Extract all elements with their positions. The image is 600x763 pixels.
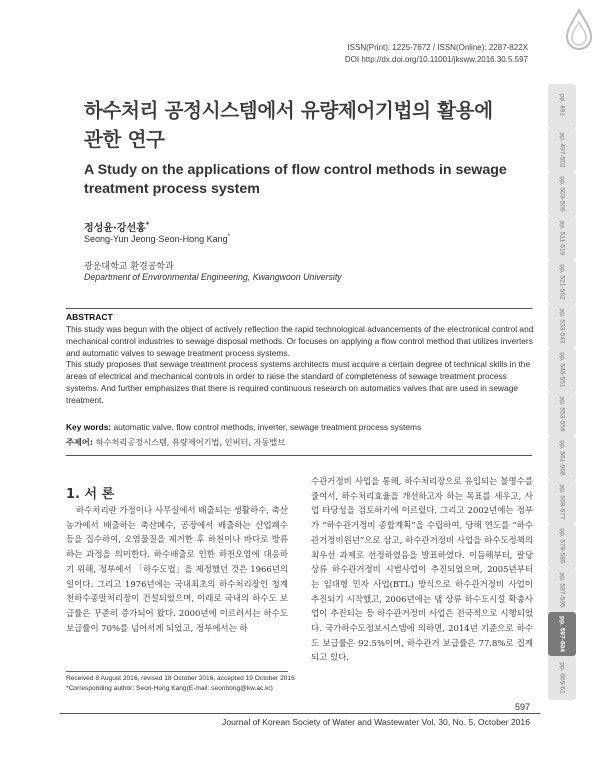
page-range-tab[interactable]: [548, 128, 576, 172]
footer-rule: [60, 713, 540, 714]
page-range-tab-label: pp. 503-509: [558, 176, 566, 212]
abstract-top-rule: [66, 308, 532, 309]
body-paragraph-right: 수관거정비 사업을 통해, 하수처리장으로 유입되는 불명수를 줄여서, 하수처리효율을 개선하고자 하는 목표를 세우고, 사업 타당성을 검토하기에 이르렀다. 그리고 2002년에는 정부가 “하수관거정비 종합계획”을 수립하여, 당해 연도를 “하수관거정비원년”으로 삼고, 하수관거정비 사업을 하수도정책의 최우선 과제로 선정하였음을 발표하였다. 이듬해부터, 팔당상류 하수관거정비 시범사업이 추진되었으며, 2005년부터는 임대형 민자 사업(BTL) 방식으로 하수관거정비 사업이 추진되기 시작했고, 2006년에는 댐 상류 하수도시설 확충사업이 추진되는 등 하수관거정비 사업은 전국적으로 시행되었다. 국가하수도정보시스템에 의하면, 2014년 기준으로 하수도 보급률은 92.5%이며, 하수관거 보급률은 77.8%로 집계되고 있다.: [311, 476, 533, 663]
abstract-paragraph-1: This study was begun with the object of actively reflection the rapid technological advancements of the electronical control and mechanical control industries to sewage disposal methods. Or focuses on applying a flow control method that utilizes inverters and automatic valves to sewage treatment process systems.: [66, 324, 534, 358]
page-range-tab-label: pp. 597-604: [558, 616, 566, 652]
page-range-tab[interactable]: [548, 172, 576, 216]
authors-korean-names: 정성윤·강선홍: [84, 223, 146, 234]
issn-line: ISSN(Print): 1225-7672 / ISSN(Online): 2287-822X: [347, 43, 528, 52]
page-range-tab-label: pp. 605-61: [558, 662, 566, 694]
page-range-tab[interactable]: [548, 612, 576, 656]
page-range-tab[interactable]: [548, 304, 576, 348]
abstract-body: [66, 324, 534, 407]
page-range-tab-label: pp. 561-568: [558, 440, 566, 476]
page-range-tab[interactable]: [548, 436, 576, 480]
page-range-tab-label: pp. 521-532: [558, 264, 566, 300]
page-range-tab-label: pp. 533-543: [558, 308, 566, 344]
page-range-tab-label: pp. 491-: [558, 93, 566, 119]
authors-english: [84, 234, 230, 244]
authors-english-mark: *: [227, 234, 230, 240]
authors-korean: [84, 219, 149, 234]
page-range-tab-label: pp. 579-585: [558, 528, 566, 564]
page-range-tab-label: pp. 545-551: [558, 352, 566, 388]
footnote-corresponding: *Corresponding author: Seon-Hong Kang(E-mail: seonhong@kw.ac.kr): [66, 685, 273, 692]
article-meta: [345, 42, 528, 66]
authors-english-names: Seong-Yun Jeong·Seon-Hong Kang: [84, 234, 228, 244]
authors-korean-mark: *: [145, 220, 150, 229]
footnote-received: Received 8 August 2016, revised 18 October 2016, accepted 19 October 2016: [66, 675, 295, 682]
abstract-heading: ABSTRACT: [66, 312, 113, 322]
page-range-tab-label: pp. 569-577: [558, 484, 566, 520]
doi-line: DOI http://dx.doi.org/10.11001/jksww.2016.30.5.597: [344, 55, 528, 64]
keywords-korean-text: 하수처리공정시스템, 유량제어기법, 인버터, 자동밸브: [95, 437, 286, 447]
page-range-tab[interactable]: [548, 568, 576, 612]
page-range-tab[interactable]: [548, 480, 576, 524]
page-range-tab-label: pp. 553-559: [558, 396, 566, 432]
affiliation-korean: 광운대학교 환경공학과: [84, 262, 174, 272]
page-number: 597: [515, 702, 531, 712]
body-paragraph-left: 하수처리란 가정이나 사무실에서 배출되는 생활하수, 축산농가에서 배출하는 축산폐수, 공장에서 배출하는 산업폐수 등을 집수하여, 오염물질을 제거한 후 하천이나 바다로 방류하는 과정을 의미한다. 하수배출로 인한 하천오염에 대응하기 위해, 정부에서 「하수도법」을 제정했던 것은 1966년의 일이다. 그리고 1976년에는 국내최초의 하수처리장인 청계천하수종말처리장이 건설되었으며, 이래로 국내의 하수도 보급률은 꾸준히 증가되어 왔다. 2000년에 이르러서는 하수도 보급률이 70%를 넘어서게 되었고, 정부에서는 하: [66, 505, 288, 633]
keywords-label: Key words:: [66, 422, 112, 432]
keywords-text: automatic valve, flow control methods, inverter, sewage treatment process systems: [113, 422, 422, 432]
page-range-tab[interactable]: [548, 392, 576, 436]
keywords-english: [66, 422, 534, 432]
section-heading: 1. 서 론: [66, 487, 115, 502]
page-range-tab-label: pp. 511-519: [558, 220, 566, 256]
journal-logo-icon: [564, 8, 594, 52]
keywords-korean-label: 주제어:: [66, 437, 94, 447]
body-column-right: [311, 474, 533, 665]
page-range-tab[interactable]: [548, 524, 576, 568]
page-range-tab[interactable]: [548, 348, 576, 392]
issue-page-tabs: [548, 84, 578, 696]
affiliation-english: Department of Environmental Engineering, Kwangwoon University: [84, 272, 342, 282]
title-english: A Study on the applications of flow control methods in sewage treatment process system: [84, 162, 507, 197]
abstract-paragraph-2: This study proposes that sewage treatment process systems architects must acquire a certain degree of technical skills in the areas of electrical and mechanical controls in order to raise the standard of completeness of sewage treatment process systems. And further emphasizes that there is required continuous research on automatics valves that are used in sewage treatment.: [66, 359, 531, 405]
page-range-tab[interactable]: [548, 216, 576, 260]
footnote: [66, 674, 306, 694]
page-range-tab-label: pp. 587-595: [558, 572, 566, 608]
body-column-left: [66, 503, 288, 635]
footnote-rule: [66, 671, 288, 672]
abstract-bottom-rule: [66, 455, 532, 456]
page-range-tab-label: pp. 497-502: [558, 132, 566, 168]
keywords-korean: [66, 437, 534, 448]
page-range-tab[interactable]: [548, 260, 576, 304]
journal-citation: Journal of Korean Society of Water and Wastewater Vol. 30, No. 5, October 2016: [222, 717, 530, 727]
page-range-tab[interactable]: [548, 656, 576, 700]
page-range-tab[interactable]: [548, 84, 576, 128]
title-korean: 하수처리 공정시스템에서 유량제어기법의 활용에 관한 연구: [84, 99, 493, 151]
